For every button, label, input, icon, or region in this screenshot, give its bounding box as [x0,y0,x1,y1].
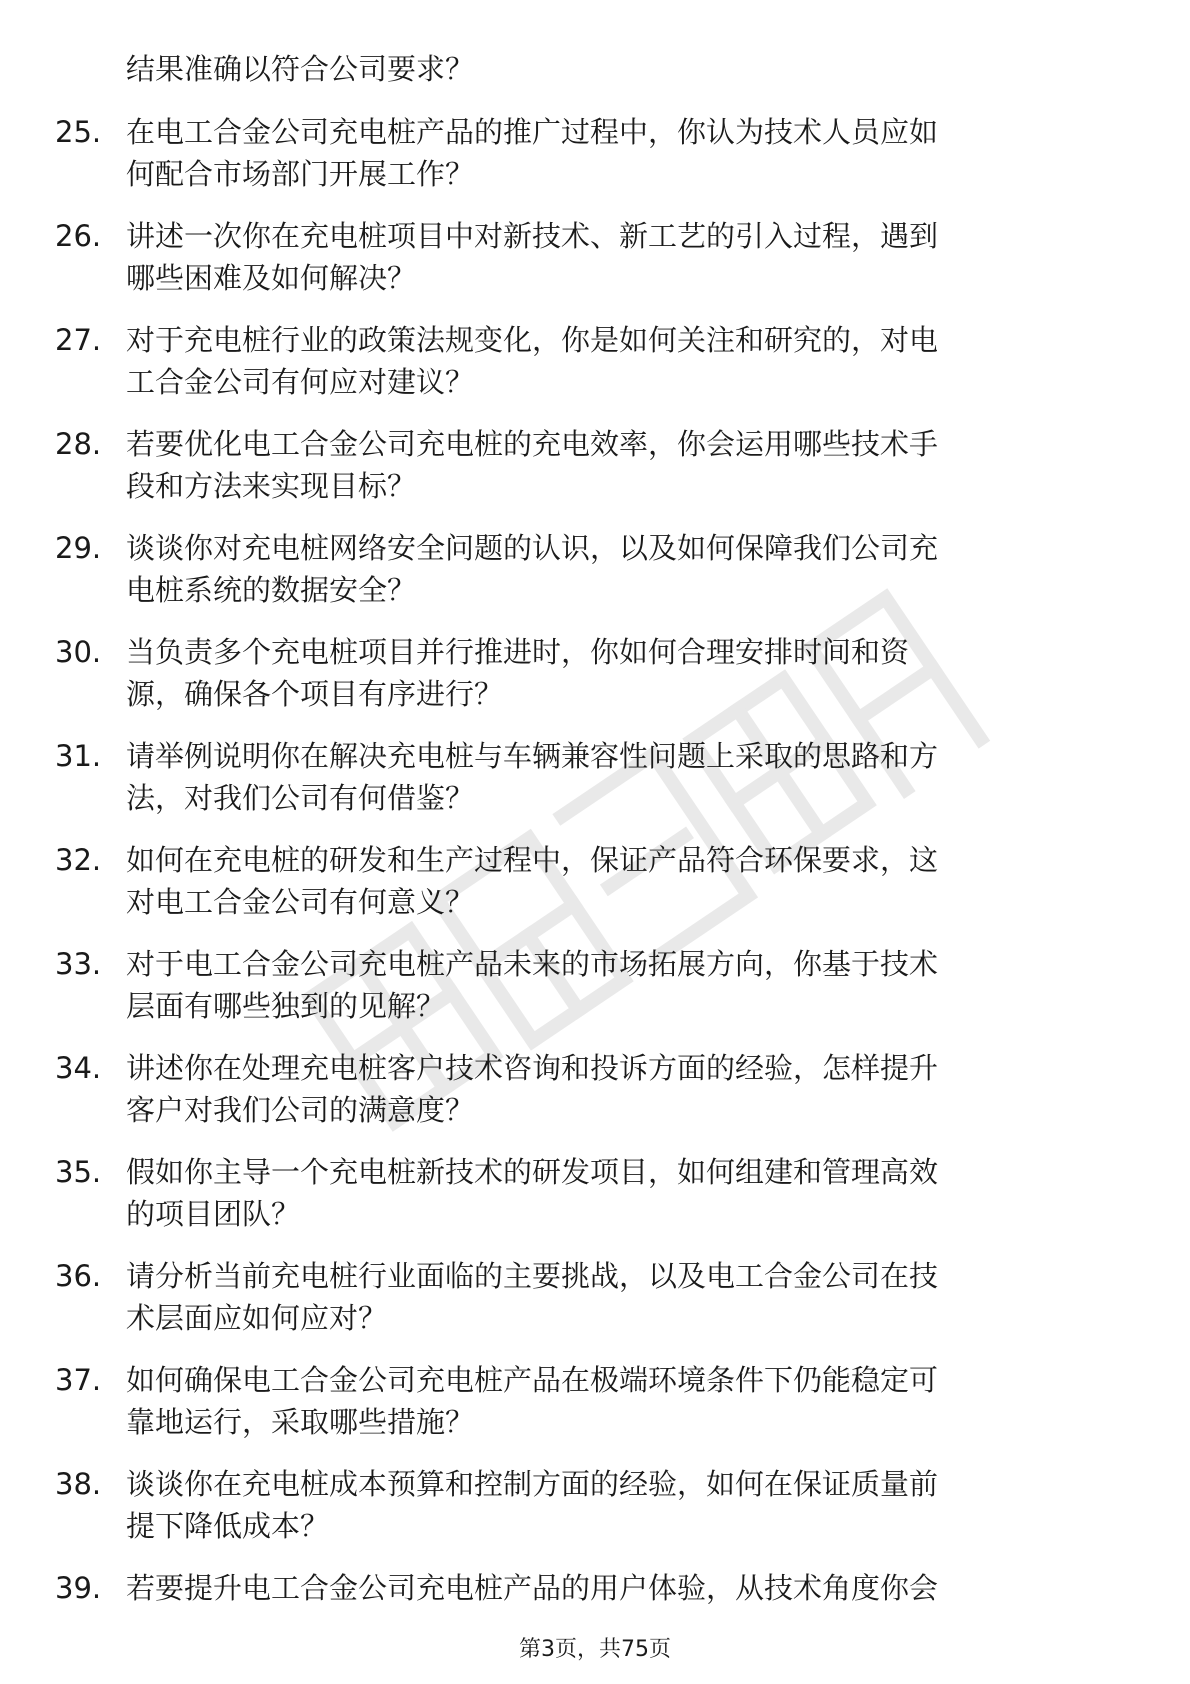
page-footer: 第3页，共75页 [519,1637,671,1662]
question-number: 32. [55,843,102,877]
question-line: 客户对我们公司的满意度？ [126,1093,475,1127]
question-line: 请分析当前充电桩行业面临的主要挑战，以及电工合金公司在技 [126,1259,939,1293]
question-line: 当负责多个充电桩项目并行推进时，你如何合理安排时间和资 [126,635,910,669]
question-item [0,1359,1190,1443]
question-line: 如何确保电工合金公司充电桩产品在极端环境条件下仍能稳定可 [126,1363,939,1397]
question-line: 术层面应如何应对？ [126,1301,388,1335]
question-item [0,631,1190,715]
question-number: 30. [55,635,102,669]
question-line: 源，确保各个项目有序进行？ [126,677,504,711]
question-number: 31. [55,739,102,773]
question-text [126,527,1126,611]
question-text [126,631,1126,715]
question-text [126,319,1126,403]
question-item [0,423,1190,507]
question-number: 26. [55,219,102,253]
question-item [0,943,1190,1027]
question-number: 27. [55,323,102,357]
question-line: 哪些困难及如何解决？ [126,261,417,295]
question-number: 34. [55,1051,102,1085]
question-line: 请举例说明你在解决充电桩与车辆兼容性问题上采取的思路和方 [126,739,939,773]
question-text [126,1151,1126,1235]
question-item [0,111,1190,195]
question-text [126,1255,1126,1339]
question-number: 29. [55,531,102,565]
question-item [0,735,1190,819]
question-line: 如何在充电桩的研发和生产过程中，保证产品符合环保要求，这 [126,843,939,877]
question-text [126,111,1126,195]
question-item [0,215,1190,299]
question-line: 对于电工合金公司充电桩产品未来的市场拓展方向，你基于技术 [126,947,939,981]
question-line: 工合金公司有何应对建议？ [126,365,475,399]
question-line: 提下降低成本？ [126,1509,330,1543]
question-line: 谈谈你在充电桩成本预算和控制方面的经验，如何在保证质量前 [126,1467,939,1501]
question-item [0,319,1190,403]
question-text [126,839,1126,923]
question-list [0,111,1190,1671]
question-text [126,735,1126,819]
question-line: 电桩系统的数据安全？ [126,573,417,607]
question-line: 的项目团队？ [126,1197,301,1231]
question-number: 37. [55,1363,102,1397]
question-text [126,215,1126,299]
question-line: 谈谈你对充电桩网络安全问题的认识，以及如何保障我们公司充 [126,531,939,565]
question-line: 对电工合金公司有何意义？ [126,885,475,919]
continued-question-text: 结果准确以符合公司要求？ [126,52,475,86]
question-text [126,1463,1126,1547]
question-line: 在电工合金公司充电桩产品的推广过程中，你认为技术人员应如 [126,115,939,149]
question-item [0,1255,1190,1339]
question-line: 何配合市场部门开展工作？ [126,157,475,191]
question-number: 28. [55,427,102,461]
question-number: 36. [55,1259,102,1293]
question-number: 33. [55,947,102,981]
question-item [0,1047,1190,1131]
question-text [126,1567,1126,1609]
question-line: 对于充电桩行业的政策法规变化，你是如何关注和研究的，对电 [126,323,939,357]
question-item [0,527,1190,611]
question-text [126,1047,1126,1131]
question-line: 讲述你在处理充电桩客户技术咨询和投诉方面的经验，怎样提升 [126,1051,939,1085]
question-line: 法，对我们公司有何借鉴？ [126,781,475,815]
question-number: 39. [55,1571,102,1605]
question-item [0,1151,1190,1235]
question-line: 靠地运行，采取哪些措施？ [126,1405,475,1439]
question-text [126,1359,1126,1443]
question-number: 25. [55,115,102,149]
question-line: 层面有哪些独到的见解？ [126,989,446,1023]
question-line: 假如你主导一个充电桩新技术的研发项目，如何组建和管理高效 [126,1155,939,1189]
question-number: 35. [55,1155,102,1189]
question-line: 段和方法来实现目标？ [126,469,417,503]
question-line: 讲述一次你在充电桩项目中对新技术、新工艺的引入过程，遇到 [126,219,939,253]
question-line: 若要提升电工合金公司充电桩产品的用户体验，从技术角度你会 [126,1571,939,1605]
question-item [0,1463,1190,1547]
question-text [126,423,1126,507]
question-text [126,943,1126,1027]
question-item [0,839,1190,923]
question-number: 38. [55,1467,102,1501]
question-line: 若要优化电工合金公司充电桩的充电效率，你会运用哪些技术手 [126,427,939,461]
